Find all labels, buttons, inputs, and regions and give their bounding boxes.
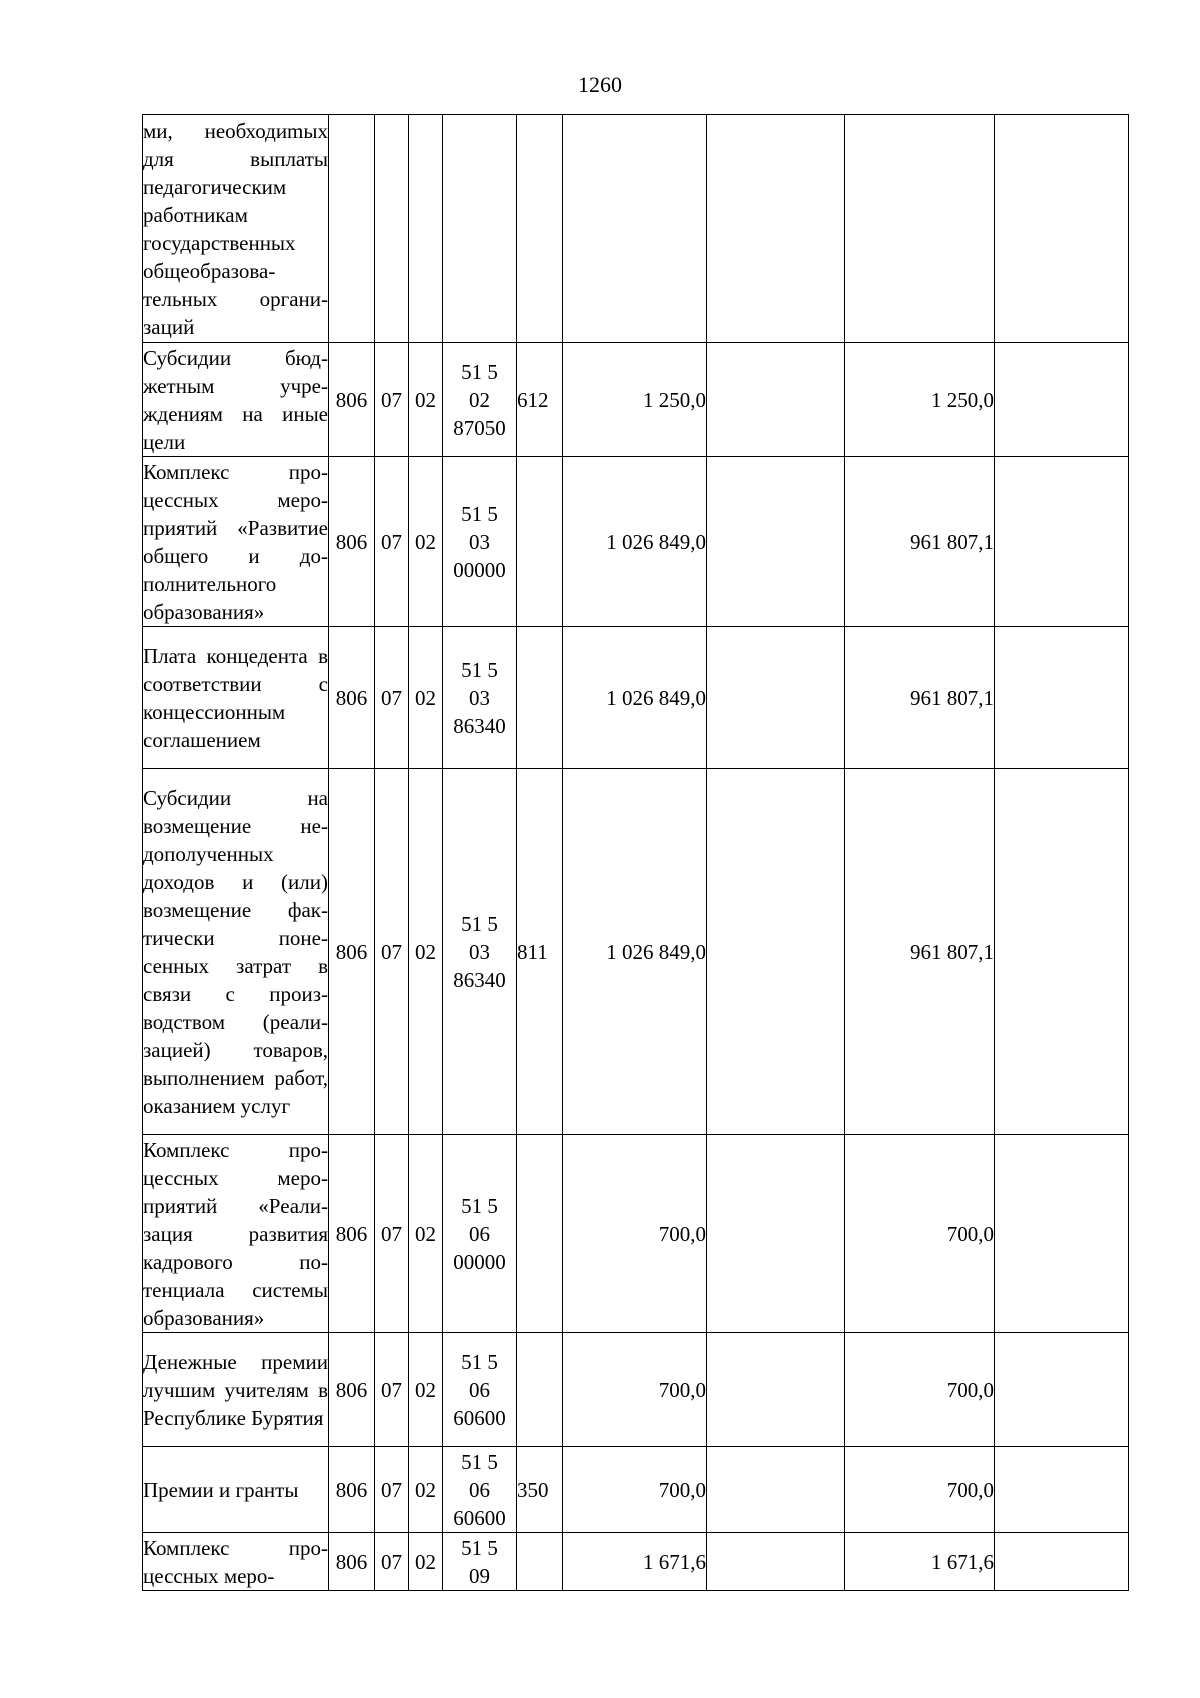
amount-4 [995,343,1129,457]
amount-4 [995,769,1129,1135]
amount-4 [995,1135,1129,1333]
amount-2 [707,1135,845,1333]
table-row [143,1333,1129,1447]
section-code: 07 [375,769,409,1135]
row-name: Субсидии на возмещение недополученных доходов и (или) возмещение фактически понесенных затрат в связи с производством (реализацией) товаров, выполнением работ, оказанием услуг [143,769,329,1135]
amount-3: 700,0 [845,1333,995,1447]
grbs-code: 806 [329,1447,375,1533]
subsection-code: 02 [409,1333,443,1447]
target-article-line: 03 [469,685,490,710]
subsection-code: 02 [409,627,443,769]
section-code: 07 [375,627,409,769]
target-article-line: 51 5 [461,1535,498,1560]
subsection-code: 02 [409,1447,443,1533]
target-article-line: 51 5 [461,1193,498,1218]
target-article-code [443,457,517,627]
target-article-line: 06 [469,1377,490,1402]
target-article-line: 02 [469,387,490,412]
expense-type-code [517,627,563,769]
amount-2 [707,769,845,1135]
grbs-code: 806 [329,1533,375,1591]
subsection-code: 02 [409,1135,443,1333]
target-article-line: 60600 [453,1505,506,1530]
budget-table [142,114,1129,1591]
section-code: 07 [375,1135,409,1333]
target-article-line: 51 5 [461,1349,498,1374]
target-article-code [443,1135,517,1333]
amount-4 [995,627,1129,769]
amount-1: 1 671,6 [563,1533,707,1591]
expense-type-code [517,457,563,627]
subsection-code [409,115,443,343]
amount-1: 1 250,0 [563,343,707,457]
target-article-line: 06 [469,1477,490,1502]
grbs-code: 806 [329,627,375,769]
target-article-line: 00000 [453,1249,506,1274]
target-article-line: 87050 [453,415,506,440]
table-row [143,1447,1129,1533]
amount-4 [995,457,1129,627]
table-row [143,1135,1129,1333]
expense-type-code: 811 [517,769,563,1135]
amount-3: 961 807,1 [845,769,995,1135]
row-name: ми, необходиmых для выплаты педагогическим работникам государственных общеобразовательных организаций [143,115,329,343]
amount-2 [707,1533,845,1591]
row-name: Премии и гранты [143,1447,329,1533]
target-article-line: 86340 [453,967,506,992]
section-code: 07 [375,1333,409,1447]
amount-2 [707,627,845,769]
expense-type-code [517,115,563,343]
target-article-code [443,1533,517,1591]
grbs-code: 806 [329,457,375,627]
amount-1: 1 026 849,0 [563,769,707,1135]
target-article-code [443,343,517,457]
expense-type-code [517,1333,563,1447]
row-name: Комплекс процессных меро- [143,1533,329,1591]
target-article-line: 51 5 [461,657,498,682]
section-code: 07 [375,343,409,457]
target-article-line: 00000 [453,557,506,582]
expense-type-code: 612 [517,343,563,457]
subsection-code: 02 [409,1533,443,1591]
grbs-code [329,115,375,343]
amount-3: 1 250,0 [845,343,995,457]
amount-1: 1 026 849,0 [563,457,707,627]
expense-type-code [517,1533,563,1591]
section-code: 07 [375,457,409,627]
amount-1: 700,0 [563,1333,707,1447]
expense-type-code [517,1135,563,1333]
subsection-code: 02 [409,769,443,1135]
table-row [143,115,1129,343]
row-name: Плата концедента в соответствии с концессионным соглашением [143,627,329,769]
table-row [143,1533,1129,1591]
amount-3: 961 807,1 [845,627,995,769]
table-row [143,457,1129,627]
row-name: Комплекс процессных мероприятий «Развитие общего и дополнительного образования» [143,457,329,627]
target-article-line: 03 [469,529,490,554]
grbs-code: 806 [329,1333,375,1447]
amount-3: 700,0 [845,1135,995,1333]
table-row [143,769,1129,1135]
target-article-line: 06 [469,1221,490,1246]
amount-2 [707,1333,845,1447]
amount-2 [707,115,845,343]
target-article-code [443,769,517,1135]
amount-1 [563,115,707,343]
amount-2 [707,457,845,627]
subsection-code: 02 [409,343,443,457]
target-article-code [443,115,517,343]
subsection-code: 02 [409,457,443,627]
amount-4 [995,1533,1129,1591]
target-article-code [443,627,517,769]
amount-3: 1 671,6 [845,1533,995,1591]
table-row [143,627,1129,769]
amount-3: 961 807,1 [845,457,995,627]
amount-1: 700,0 [563,1135,707,1333]
section-code: 07 [375,1533,409,1591]
target-article-line: 86340 [453,713,506,738]
row-name: Комплекс процессных мероприятий «Реализация развития кадрового потенциала системы образования» [143,1135,329,1333]
amount-1: 700,0 [563,1447,707,1533]
amount-3: 700,0 [845,1447,995,1533]
amount-4 [995,1447,1129,1533]
target-article-line: 51 5 [461,1449,498,1474]
grbs-code: 806 [329,1135,375,1333]
amount-4 [995,1333,1129,1447]
section-code [375,115,409,343]
target-article-line: 09 [469,1563,490,1588]
row-name: Денежные премии лучшим учителям в Республике Бурятия [143,1333,329,1447]
expense-type-code: 350 [517,1447,563,1533]
grbs-code: 806 [329,769,375,1135]
section-code: 07 [375,1447,409,1533]
amount-2 [707,343,845,457]
target-article-code [443,1447,517,1533]
target-article-code [443,1333,517,1447]
target-article-line: 60600 [453,1405,506,1430]
grbs-code: 806 [329,343,375,457]
target-article-line: 03 [469,939,490,964]
amount-4 [995,115,1129,343]
row-name: Субсидии бюджетным учреждениям на иные цели [143,343,329,457]
amount-3 [845,115,995,343]
target-article-line: 51 5 [461,911,498,936]
table-row [143,343,1129,457]
amount-1: 1 026 849,0 [563,627,707,769]
amount-2 [707,1447,845,1533]
page-number: 1260 [578,72,622,97]
target-article-line: 51 5 [461,501,498,526]
target-article-line: 51 5 [461,359,498,384]
